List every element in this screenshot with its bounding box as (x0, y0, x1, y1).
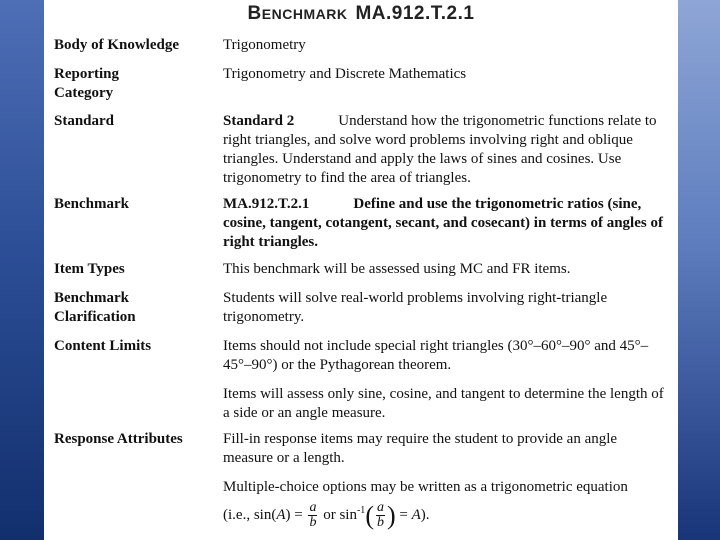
value-content-limits (223, 337, 669, 423)
value-item-types: This benchmark will be assessed using MC and FR items. (223, 261, 571, 277)
label-response-attributes: Response Attributes (54, 431, 183, 447)
label-clarification-line2: Clarification (54, 309, 136, 325)
title-rest: ENCHMARK (261, 6, 348, 22)
fraction-2-numerator: a (376, 500, 384, 515)
benchmark-text-first: Define and use the trigonometric ratios (sine, (353, 196, 642, 212)
label-item-types: Item Types (54, 261, 125, 277)
value-reporting-category: Trigonometry and Discrete Mathematics (223, 66, 467, 82)
benchmark-text-rest: cosine, tangent, cotangent, secant, and cosecant) in terms of angles of right triangles. (223, 215, 663, 250)
content-limits-para1: Items should not include special right triangles (30°–60°–90° and 45°–45°–90°) or the Pythagorean theorem. (223, 338, 649, 373)
response-attributes-para1: Fill-in response items may require the student to provide an angle measure or a length. (223, 431, 618, 466)
label-content-limits: Content Limits (54, 338, 152, 354)
title-initial: B (247, 3, 262, 24)
left-border-bar (0, 0, 44, 540)
equation-equals: ) = (285, 506, 307, 523)
label-clarification-line1: Benchmark (54, 290, 129, 306)
equation-fraction-2 (376, 501, 385, 530)
response-attributes-equation: (i.e., sin(A) = $\frac{a}{b}$ or $\sin^{-1}$( $\frac{a}{b}$ ) = A). (223, 500, 430, 530)
label-reporting-line2: Category (54, 85, 114, 101)
value-response-attributes (223, 430, 669, 530)
document-page (44, 0, 678, 540)
value-standard (223, 112, 669, 188)
standard-text-first: Understand how the trigonometric functions relate (338, 113, 642, 129)
fraction-1-numerator: a (309, 500, 317, 515)
label-benchmark: Benchmark (54, 196, 129, 212)
equation-fraction-1 (308, 501, 317, 530)
title-code: MA.912.T.2.1 (355, 3, 475, 24)
equation-or: or sin (319, 506, 357, 523)
fraction-1-denominator: b (309, 515, 317, 530)
value-body-of-knowledge: Trigonometry (223, 37, 306, 53)
label-reporting-line1: Reporting (54, 66, 119, 82)
page-title (44, 3, 678, 25)
label-body-of-knowledge: Body of Knowledge (54, 37, 180, 53)
equation-var-a: A (276, 506, 286, 523)
content-limits-para2: Items will assess only sine, cosine, and tangent to determine the length of a side or an angle measure. (223, 386, 664, 421)
benchmark-code: MA.912.T.2.1 (223, 196, 310, 212)
label-reporting-category (54, 65, 214, 103)
standard-text-rest: to right triangles, and solve word problems involving right and oblique triangles. Understand and apply the laws of sines and cosines. Use trigonometry to find the area of triangles. (223, 113, 657, 186)
value-benchmark (223, 195, 669, 252)
value-benchmark-clarification: Students will solve real-world problems involving right-triangle trigonometry. (223, 290, 608, 325)
equation-prefix: (i.e., sin( (223, 506, 277, 523)
equation-inverse-sup: -1 (356, 504, 366, 516)
equation-var-a-end: A (411, 506, 421, 523)
equation-suffix: ). (420, 506, 430, 523)
right-border-bar (678, 0, 720, 540)
label-benchmark-clarification (54, 289, 214, 327)
fraction-2-denominator: b (376, 515, 384, 530)
standard-number: Standard 2 (223, 113, 295, 129)
response-attributes-para2: Multiple-choice options may be written as a trigonometric equation (223, 479, 628, 495)
label-standard: Standard (54, 113, 115, 129)
